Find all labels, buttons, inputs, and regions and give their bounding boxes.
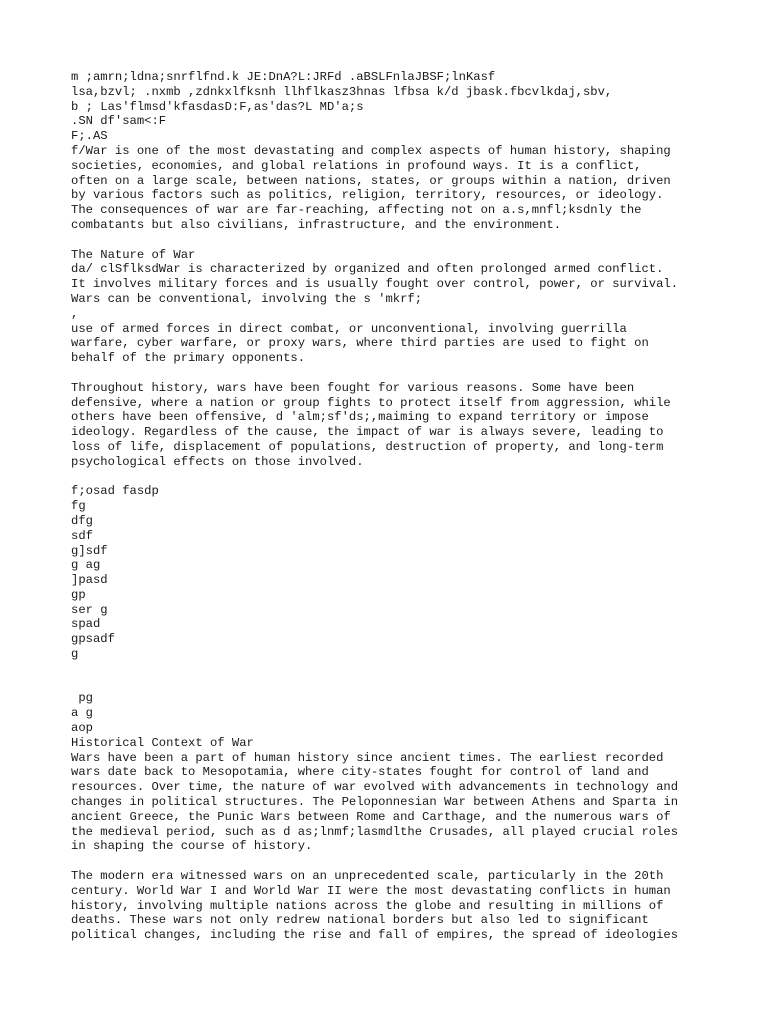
text-line: lsa,bzvl; .nxmb ,zdnkxlfksnh llhflkasz3hnas lfbsa k/d jbask.fbcvlkdaj,sbv, (71, 84, 613, 99)
text-line: g ag (71, 558, 101, 573)
text-line: g]sdf (71, 543, 108, 558)
text-line: Wars have been a part of human history since ancient times. The earliest recorded (71, 750, 664, 765)
blank-line (71, 854, 751, 869)
text-line: psychological effects on those involved. (71, 454, 364, 469)
text-line: da/ clSflksdWar is characterized by organized and often prolonged armed conflict. (71, 262, 664, 277)
text-line: use of armed forces in direct combat, or unconventional, involving guerrilla (71, 321, 627, 336)
text-line: ancient Greece, the Punic Wars between Rome and Carthage, and the numerous wars of (71, 809, 671, 824)
text-line: deaths. These wars not only redrew national borders but also led to significant (71, 913, 649, 928)
text-line: F;.AS (71, 129, 108, 144)
blank-line (71, 677, 751, 692)
text-line: m ;amrn;ldna;snrflfnd.k JE:DnA?L:JRFd .aBSLFnlaJBSF;lnKasf (71, 70, 496, 84)
text-line: spad (71, 617, 101, 632)
text-line: dfg (71, 513, 93, 528)
text-line: loss of life, displacement of populations, destruction of property, and long-term (71, 439, 664, 454)
document-page (71, 70, 751, 943)
text-line: The consequences of war are far-reaching, affecting not on a.s,mnfl;ksdnly the (71, 203, 642, 218)
text-line: gpsadf (71, 632, 115, 647)
text-line: fg (71, 499, 86, 514)
text-line: defensive, where a nation or group fights to protect itself from aggression, while (71, 395, 671, 410)
text-line: ]pasd (71, 573, 108, 588)
text-line: societies, economies, and global relations in profound ways. It is a conflict, (71, 158, 642, 173)
text-line: .SN df'sam<:F (71, 114, 167, 129)
text-line: pg (71, 691, 93, 706)
text-line: Throughout history, wars have been fought for various reasons. Some have been (71, 380, 635, 395)
text-line: warfare, cyber warfare, or proxy wars, where third parties are used to fight on (71, 336, 649, 351)
text-line: by various factors such as politics, religion, territory, resources, or ideology. (71, 188, 664, 203)
text-line: resources. Over time, the nature of war evolved with advancements in technology and (71, 780, 679, 795)
text-line: The modern era witnessed wars on an unprecedented scale, particularly in the 20th (71, 869, 664, 884)
text-line: f;osad fasdp (71, 484, 159, 499)
text-line: the medieval period, such as d as;lnmf;lasmdlthe Crusades, all played crucial roles (71, 824, 679, 839)
text-line: b ; Las'flmsd'kfasdasD:F,as'das?L MD'a;s (71, 99, 364, 114)
text-line: ideology. Regardless of the cause, the impact of war is always severe, leading to (71, 425, 664, 440)
blank-line (71, 662, 751, 677)
blank-line (71, 470, 751, 485)
text-line: sdf (71, 528, 93, 543)
text-line: political changes, including the rise and fall of empires, the spread of ideologies (71, 928, 679, 943)
text-line: Historical Context of War (71, 735, 254, 750)
text-line: behalf of the primary opponents. (71, 351, 306, 366)
text-line: history, involving multiple nations across the globe and resulting in millions of (71, 898, 664, 913)
text-line: wars date back to Mesopotamia, where city-states fought for control of land and (71, 765, 649, 780)
text-line: It involves military forces and is usually fought over control, power, or survival. (71, 277, 679, 292)
text-line: , (71, 306, 79, 321)
text-line: changes in political structures. The Peloponnesian War between Athens and Sparta in (71, 795, 679, 810)
text-line: combatants but also civilians, infrastructure, and the environment. (71, 217, 562, 232)
text-line: aop (71, 721, 93, 736)
text-line: a g (71, 706, 93, 721)
text-line: century. World War I and World War II were the most devastating conflicts in human (71, 883, 671, 898)
text-line: gp (71, 587, 86, 602)
text-line: often on a large scale, between nations, states, or groups within a nation, driven (71, 173, 671, 188)
blank-line (71, 233, 751, 248)
text-line: Wars can be conventional, involving the s 'mkrf; (71, 291, 423, 306)
blank-line (71, 366, 751, 381)
text-line: f/War is one of the most devastating and complex aspects of human history, shaping (71, 143, 671, 158)
text-line: ser g (71, 602, 108, 617)
text-line: g (71, 647, 79, 662)
text-line: The Nature of War (71, 247, 196, 262)
text-line: others have been offensive, d 'alm;sf'ds;,maiming to expand territory or impose (71, 410, 649, 425)
text-line: in shaping the course of history. (71, 839, 313, 854)
